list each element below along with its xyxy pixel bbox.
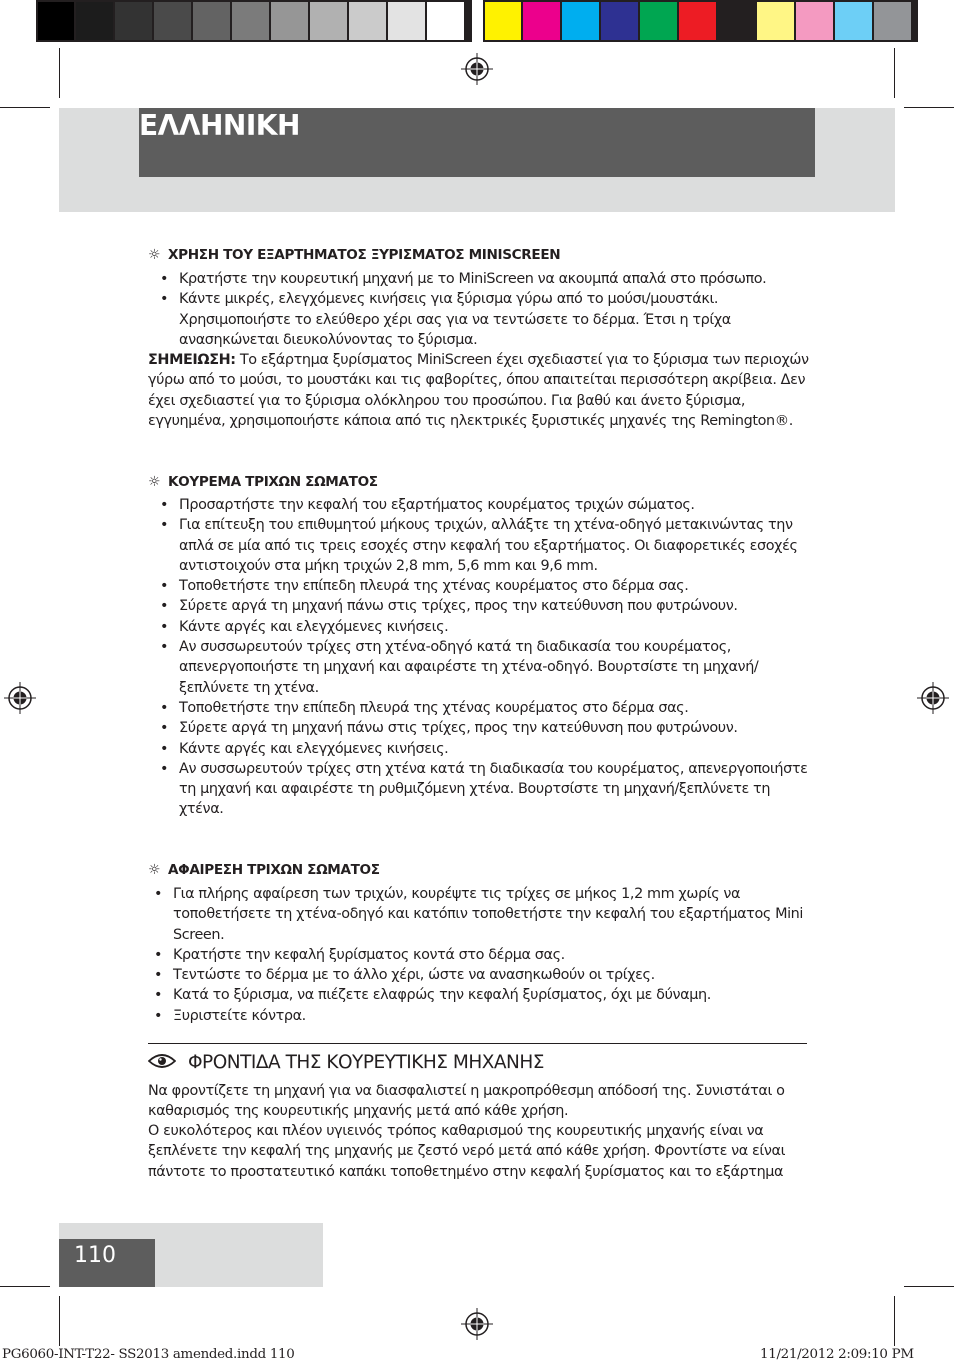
color-swatch <box>601 2 638 40</box>
color-swatch <box>796 2 833 40</box>
eye-icon <box>148 1053 176 1069</box>
section-heading-text: ΑΦΑΙΡΕΣΗ ΤΡΙΧΩΝ ΣΩΜΑΤΟΣ <box>168 862 380 878</box>
care-paragraph-2: Ο ευκολότερος και πλέον υγιεινός τρόπος καθαρισμού της κουρευτικής μηχανής είναι να ξεπλένετε την κεφαλή της μηχανής με ζεστό νερό μετά από κάθε χρήση. Φροντίστε να είναι πάντοτε το προστατευτικό καπάκι τοποθετημένο στην κεφαλή ξυρίσματος και το εξάρτημα <box>148 1123 786 1180</box>
sun-icon: ☼ <box>148 247 161 263</box>
bullet-item: • Κάντε αργές και ελεγχόμενες κινήσεις. <box>148 739 818 759</box>
bullet-item: • Τεντώστε το δέρμα με το άλλο χέρι, ώστε να ανασηκωθούν οι τρίχες. <box>142 965 812 985</box>
miniscreen-note <box>148 350 813 431</box>
note-text: Το εξάρτημα ξυρίσματος MiniScreen έχει σχεδιαστεί για το ξύρισμα των περιοχών γύρω από το μούσι, το μουστάκι και τις φαβορίτες, όπου απαιτείται περισσότερη ακρίβεια. Δεν έχει σχεδιαστεί για το ξύρισμα ολόκληρου του προσώπου. Για βαθύ και άνετο ξύρισμα, εγγυημένα, χρησιμοποιήστε κάποια από τις ηλεκτρικές ξυριστικές μηχανές της Remington®. <box>148 352 809 429</box>
bullet-item: • Σύρετε αργά τη μηχανή πάνω στις τρίχες, προς την κατεύθυνση που φυτρώνουν. <box>148 718 818 738</box>
crop-mark <box>894 48 895 98</box>
bullet-item: • Κρατήστε την κεφαλή ξυρίσματος κοντά στο δέρμα σας. <box>142 945 812 965</box>
section-heading-text: ΧΡΗΣΗ ΤΟΥ ΕΞΑΡΤΗΜΑΤΟΣ ΞΥΡΙΣΜΑΤΟΣ MINISCREEN <box>168 247 561 263</box>
bullet-item: • Τοποθετήστε την επίπεδη πλευρά της χτένας κουρέματος στο δέρμα σας. <box>148 698 818 718</box>
bullet-item: • Αν συσσωρευτούν τρίχες στη χτένα-οδηγό κατά τη διαδικασία του κουρέματος, απενεργοποιήστε τη μηχανή και αφαιρέστε τη χτένα-οδηγό. Βουρτσίστε τη μηχανή/ ξεπλύνετε τη χτένα. <box>148 637 818 698</box>
color-swatch <box>154 2 191 40</box>
bullet-item: • Κρατήστε την κουρευτική μηχανή με το MiniScreen να ακουμπά απαλά στο πρόσωπο. <box>148 269 818 289</box>
registration-mark-icon <box>460 1307 494 1341</box>
note-label: ΣΗΜΕΙΩΣΗ: <box>148 352 236 368</box>
color-swatch <box>562 2 599 40</box>
color-swatch <box>427 2 464 40</box>
color-swatch <box>76 2 113 40</box>
bullet-item: • Για πλήρης αφαίρεση των τριχών, κουρέψτε τις τρίχες σε μήκος 1,2 mm χωρίς να τοποθετήσετε τη χτένα-οδηγό και κατόπιν τοποθετήστε την κεφαλή του εξαρτήματος Mini Screen. <box>142 884 812 945</box>
color-swatch <box>757 2 794 40</box>
miniscreen-bullet-list <box>148 269 818 350</box>
color-swatch <box>271 2 308 40</box>
color-swatch <box>38 2 74 40</box>
grayscale-color-bar <box>36 0 472 42</box>
section-heading-body-trim <box>148 473 378 491</box>
care-section-title <box>148 1050 544 1076</box>
color-swatch <box>718 2 755 40</box>
page-title: ΕΛΛΗΝΙΚΗ <box>139 109 300 142</box>
print-slug-filename: PG6060-INT-T22- SS2013 amended.indd 110 <box>2 1347 295 1362</box>
body-trim-bullet-list <box>148 495 818 820</box>
color-swatch <box>349 2 386 40</box>
sun-icon: ☼ <box>148 474 161 490</box>
crop-mark <box>0 1286 50 1287</box>
body-shave-bullet-list <box>142 884 812 1026</box>
sun-icon: ☼ <box>148 862 161 878</box>
color-swatch <box>835 2 872 40</box>
color-swatch <box>640 2 677 40</box>
crop-mark <box>0 107 50 108</box>
section-heading-text: ΚΟΥΡΕΜΑ ΤΡΙΧΩΝ ΣΩΜΑΤΟΣ <box>168 474 378 490</box>
process-color-bar <box>483 0 918 42</box>
color-swatch <box>310 2 347 40</box>
crop-mark <box>904 107 954 108</box>
bullet-item: • Αν συσσωρευτούν τρίχες στη χτένα κατά τη διαδικασία του κουρέματος, απενεργοποιήστε τη μηχανή και αφαιρέστε τη ρυθμιζόμενη χτένα. Βουρτσίστε τη μηχανή/ξεπλύνετε τη χτένα. <box>148 759 818 820</box>
color-swatch <box>232 2 269 40</box>
bullet-item: • Κατά το ξύρισμα, να πιέζετε ελαφρώς την κεφαλή ξυρίσματος, όχι με δύναμη. <box>142 985 812 1005</box>
bullet-item: • Σύρετε αργά τη μηχανή πάνω στις τρίχες, προς την κατεύθυνση που φυτρώνουν. <box>148 596 818 616</box>
color-swatch <box>523 2 560 40</box>
registration-mark-icon <box>460 52 494 86</box>
print-slug-timestamp: 11/21/2012 2:09:10 PM <box>760 1347 914 1362</box>
crop-mark <box>59 1296 60 1346</box>
bullet-item: • Για επίτευξη του επιθυμητού μήκους τριχών, αλλάξτε τη χτένα-οδηγό μετακινώντας την απλά σε μία από τις τρεις εσοχές στην κεφαλή του εξαρτήματος. Οι διαφορετικές εσοχές αντιστοιχούν στα μήκη τριχών 2,8 mm, 5,6 mm και 9,6 mm. <box>148 515 818 576</box>
color-swatch <box>485 2 521 40</box>
bullet-item: • Κάντε αργές και ελεγχόμενες κινήσεις. <box>148 617 818 637</box>
section-heading-body-shave <box>148 861 380 879</box>
section-divider <box>148 1043 807 1044</box>
care-paragraph-1: Να φροντίζετε τη μηχανή για να διασφαλιστεί η μακροπρόθεσμη απόδοσή της. Συνιστάται ο καθαρισμός της κουρευτικής μηχανής μετά από κάθε χρήση. <box>148 1083 785 1120</box>
crop-mark <box>59 48 60 98</box>
color-swatch <box>193 2 230 40</box>
crop-mark <box>904 1286 954 1287</box>
bullet-item: • Κάντε μικρές, ελεγχόμενες κινήσεις για ξύρισμα γύρω από το μούσι/μουστάκι. Χρησιμοποιήστε το ελεύθερο χέρι σας για να τεντώσετε το δέρμα. Έτσι η τρίχα ανασηκώνεται διευκολύνοντας το ξύρισμα. <box>148 289 818 350</box>
registration-mark-icon <box>916 681 950 715</box>
crop-mark <box>894 1296 895 1346</box>
color-swatch <box>115 2 152 40</box>
color-swatch <box>874 2 911 40</box>
color-swatch <box>679 2 716 40</box>
color-swatch <box>388 2 425 40</box>
bullet-item: • Προσαρτήστε την κεφαλή του εξαρτήματος κουρέματος τριχών σώματος. <box>148 495 818 515</box>
section-heading-miniscreen <box>148 246 560 264</box>
page-number: 110 <box>74 1243 116 1268</box>
bullet-item: • Τοποθετήστε την επίπεδη πλευρά της χτένας κουρέματος στο δέρμα σας. <box>148 576 818 596</box>
bullet-item: • Ξυριστείτε κόντρα. <box>142 1006 812 1026</box>
registration-mark-icon <box>3 681 37 715</box>
care-title-text: ΦΡΟΝΤΙΔΑ ΤΗΣ ΚΟΥΡΕΥΤΙΚΗΣ ΜΗΧΑΝΗΣ <box>188 1052 544 1073</box>
